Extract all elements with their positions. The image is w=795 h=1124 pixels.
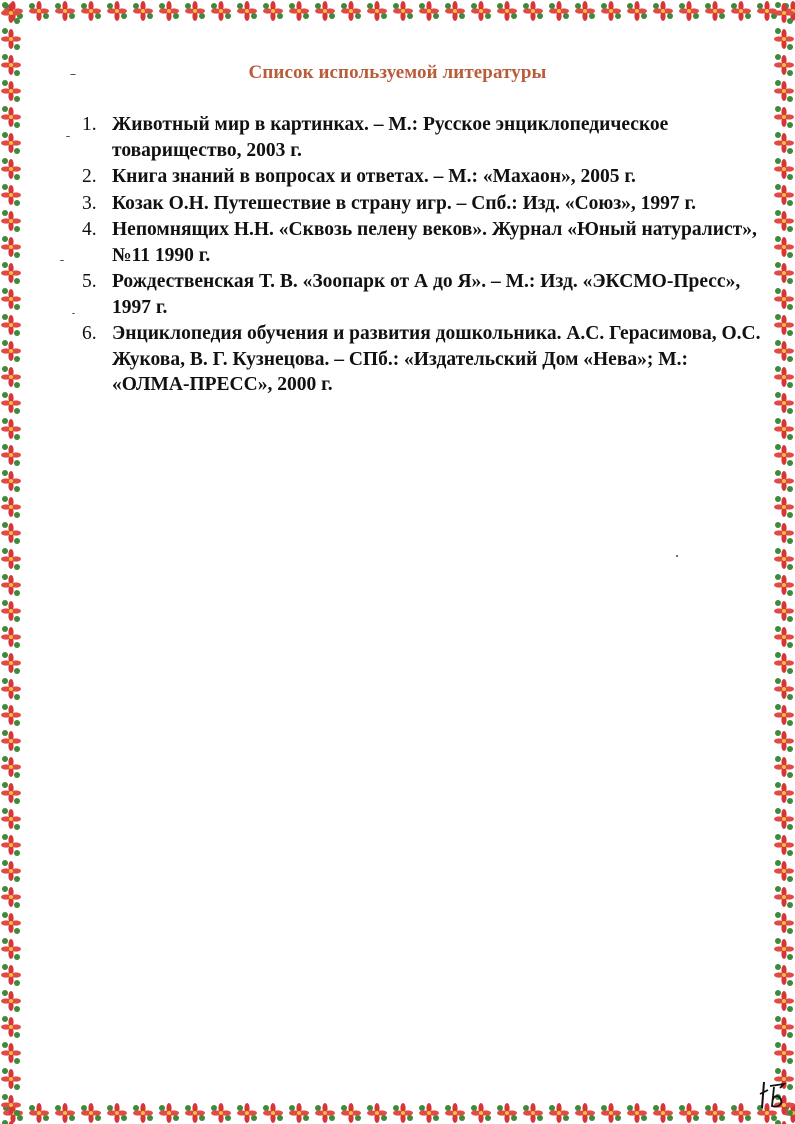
floral-border-right bbox=[773, 0, 795, 1124]
reference-item bbox=[82, 269, 762, 320]
scan-speck bbox=[72, 313, 75, 314]
poinsettia-border-bottom-icon bbox=[0, 1102, 795, 1124]
reference-item bbox=[82, 321, 762, 398]
reference-item bbox=[82, 217, 762, 268]
poinsettia-border-right-icon bbox=[773, 0, 795, 1124]
reference-number: 1. bbox=[82, 114, 97, 135]
reference-list bbox=[82, 112, 762, 399]
reference-number: 5. bbox=[82, 271, 97, 292]
reference-number: 4. bbox=[82, 219, 97, 240]
reference-text: Козак О.Н. Путешествие в страну игр. – Спб.: Изд. «Союз», 1997 г. bbox=[112, 192, 697, 214]
reference-item bbox=[82, 191, 762, 217]
reference-text: Энциклопедия обучения и развития дошкольника. А.С. Герасимова, О.С. Жукова, В. Г. Кузнецова. – СПб.: «Издательский Дом «Нева»; М.: «ОЛМА-ПРЕСС», 2000 г. bbox=[112, 323, 761, 395]
reference-text: Рождественская Т. В. «Зоопарк от А до Я». – М.: Изд. «ЭКСМО-Пресс», 1997 г. bbox=[112, 271, 741, 318]
poinsettia-border-left-icon bbox=[0, 0, 22, 1124]
reference-number: 2. bbox=[82, 166, 97, 187]
floral-border-bottom bbox=[0, 1102, 795, 1124]
scan-speck bbox=[66, 136, 70, 137]
reference-number: 6. bbox=[82, 323, 97, 344]
floral-border-top bbox=[0, 0, 795, 22]
reference-item bbox=[82, 112, 762, 163]
scan-speck bbox=[676, 555, 678, 557]
reference-number: 3. bbox=[82, 192, 97, 214]
page-title: Список используемой литературы bbox=[248, 62, 547, 83]
reference-text: Животный мир в картинках. – М.: Русское энциклопедическое товарищество, 2003 г. bbox=[112, 114, 669, 161]
handwritten-signature-icon bbox=[758, 1078, 788, 1112]
reference-text: Книга знаний в вопросах и ответах. – М.: «Махаон», 2005 г. bbox=[112, 166, 636, 187]
reference-item bbox=[82, 164, 762, 190]
floral-border-left bbox=[0, 0, 22, 1124]
scan-speck bbox=[60, 260, 64, 261]
poinsettia-border-top-icon bbox=[0, 0, 795, 22]
reference-text: Непомнящих Н.Н. «Сквозь пелену веков». Журнал «Юный натуралист», №11 1990 г. bbox=[112, 219, 757, 266]
